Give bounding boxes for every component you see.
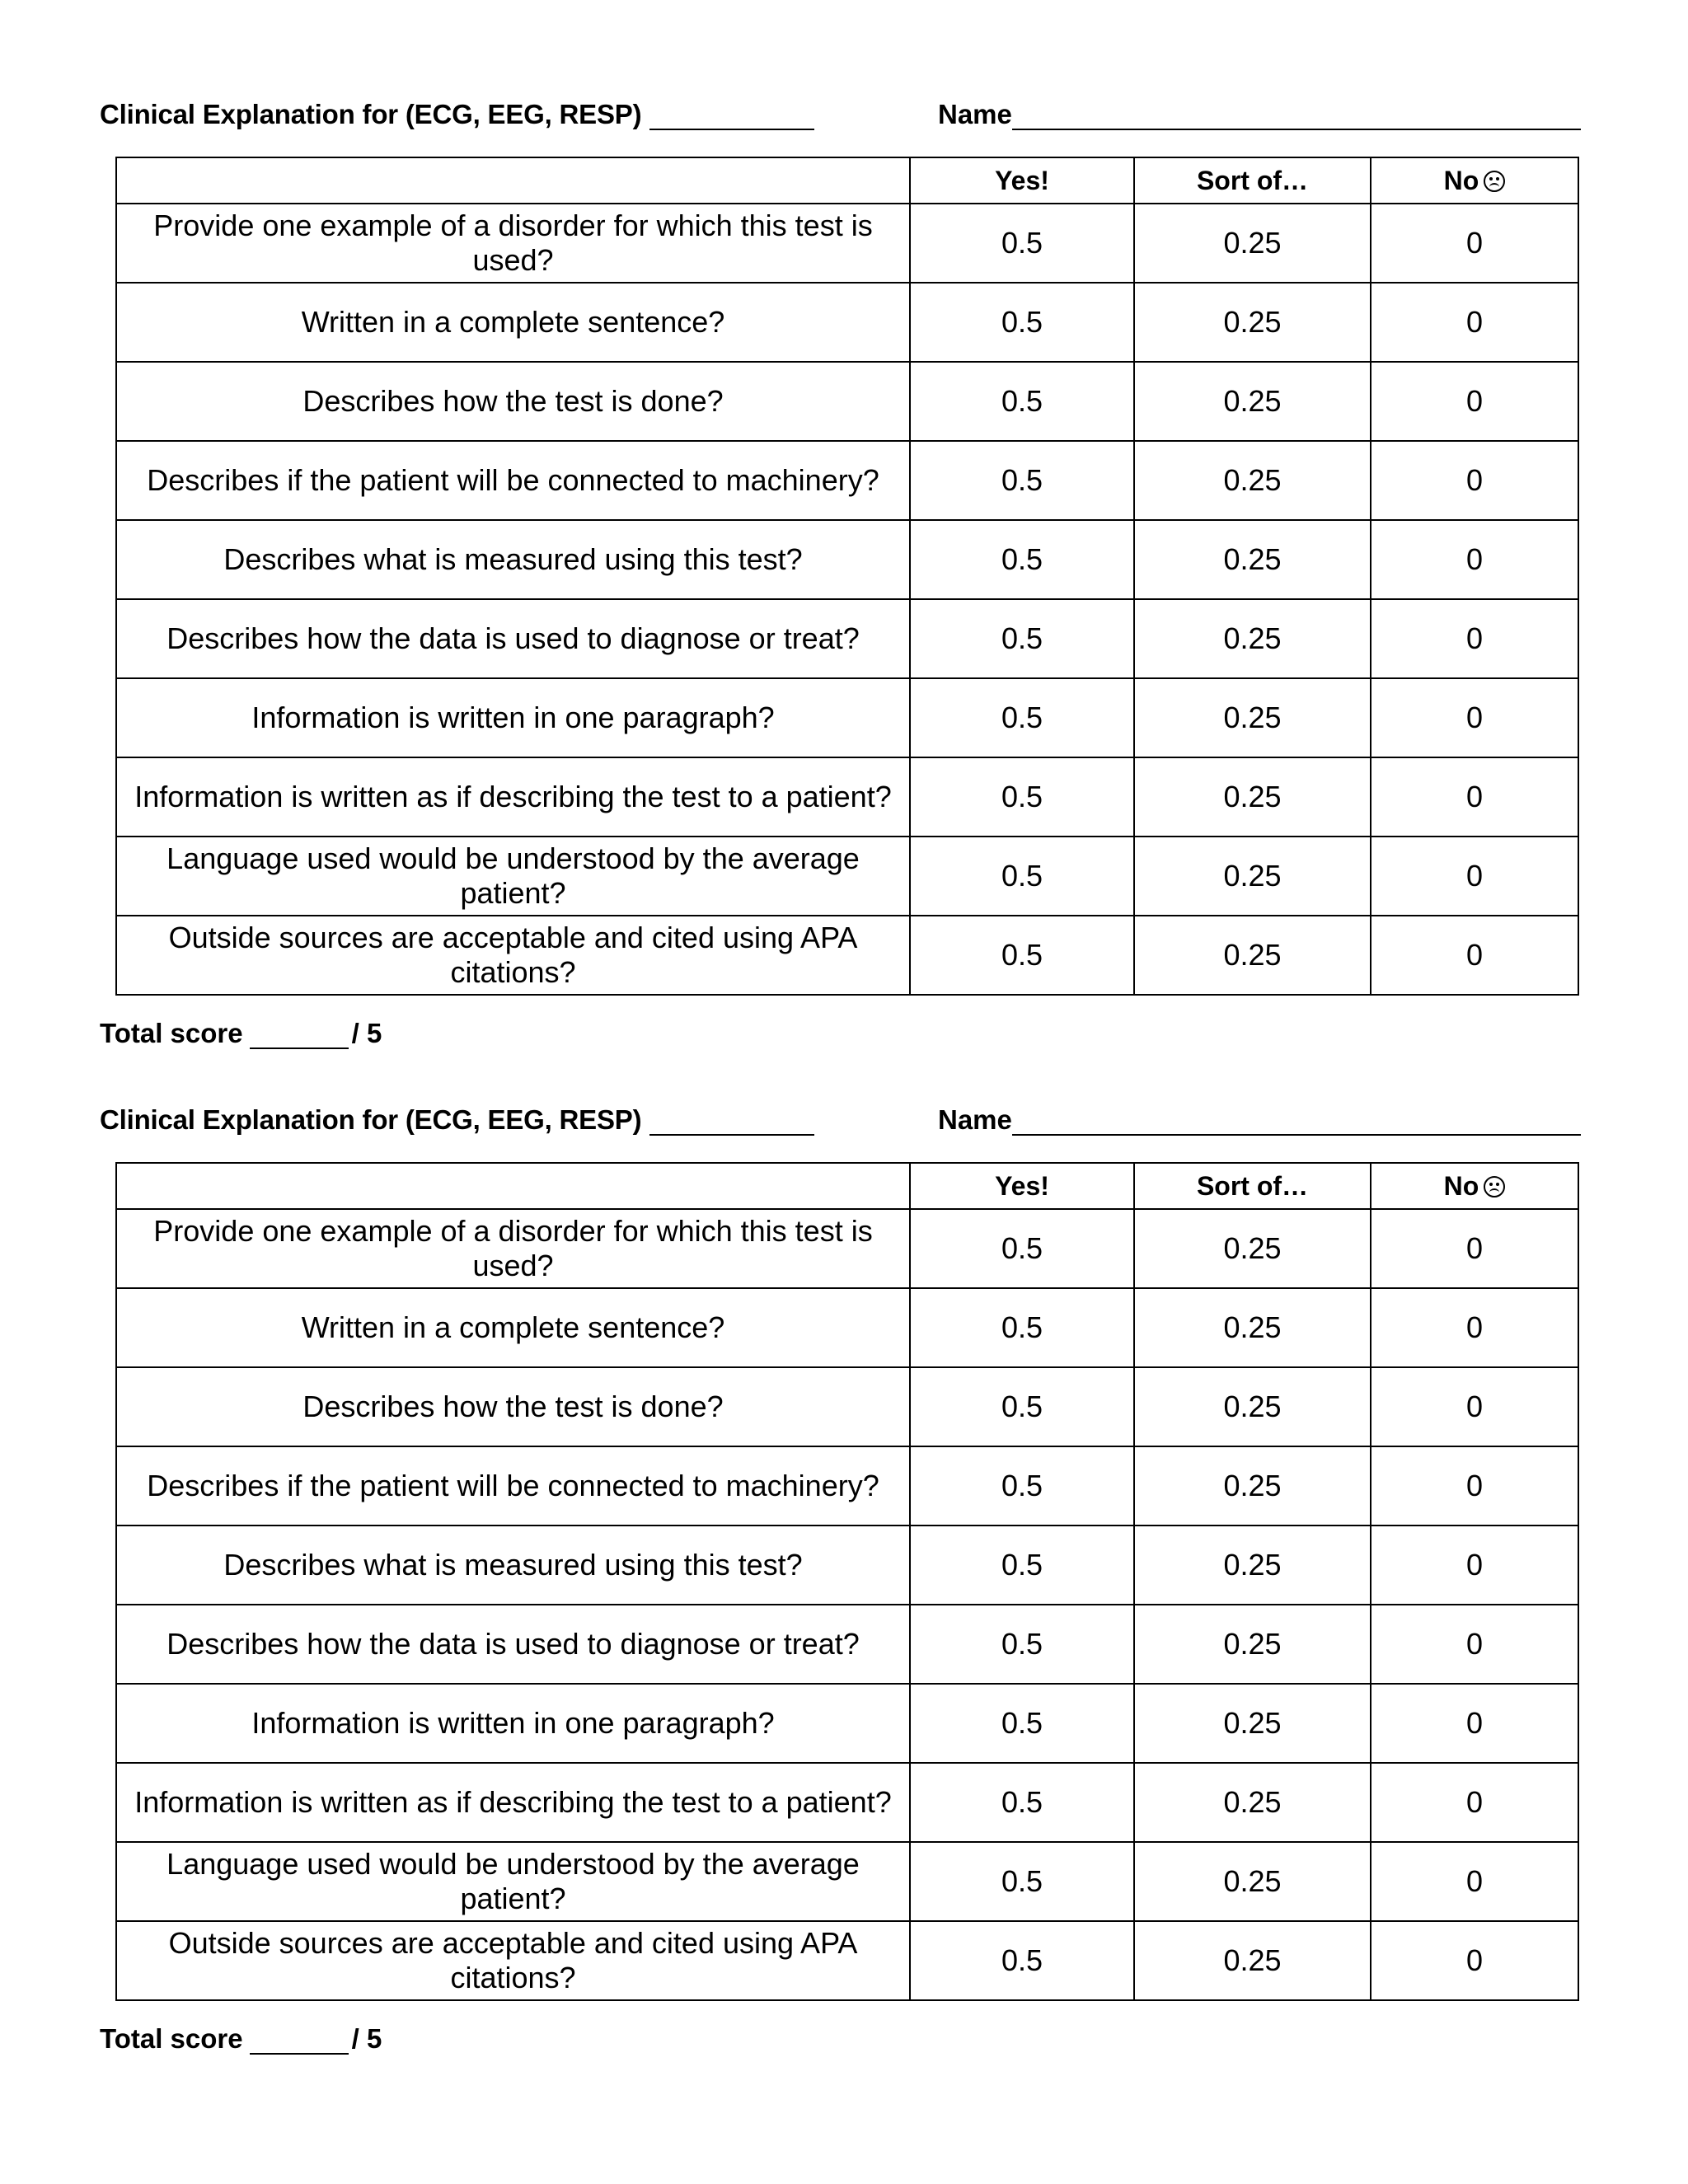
yes-score-cell: 0.5	[910, 1209, 1134, 1288]
criterion-cell: Provide one example of a disorder for which this test is used?	[116, 204, 910, 283]
yes-score-cell: 0.5	[910, 1605, 1134, 1684]
criterion-cell: Describes what is measured using this test?	[116, 520, 910, 599]
column-header-criterion	[116, 1163, 910, 1209]
criterion-cell: Information is written as if describing the test to a patient?	[116, 1763, 910, 1842]
name-blank[interactable]	[1012, 104, 1581, 130]
yes-score-cell: 0.5	[910, 1842, 1134, 1921]
sort-of-score-cell: 0.25	[1134, 1367, 1371, 1446]
column-header-no-label: No	[1443, 1170, 1479, 1201]
criterion-cell: Describes if the patient will be connected to machinery?	[116, 441, 910, 520]
sort-of-score-cell: 0.25	[1134, 1209, 1371, 1288]
sort-of-score-cell: 0.25	[1134, 1684, 1371, 1763]
column-header-no	[1371, 157, 1578, 204]
table-row	[116, 1763, 1578, 1842]
sort-of-score-cell: 0.25	[1134, 916, 1371, 995]
table-row	[116, 1526, 1578, 1605]
test-type-blank[interactable]	[649, 104, 814, 130]
table-row	[116, 757, 1578, 837]
total-score-label: Total score	[100, 2023, 243, 2054]
yes-score-cell: 0.5	[910, 362, 1134, 441]
no-score-cell: 0	[1371, 283, 1578, 362]
table-row	[116, 1605, 1578, 1684]
sort-of-score-cell: 0.25	[1134, 204, 1371, 283]
no-score-cell: 0	[1371, 757, 1578, 837]
table-row	[116, 599, 1578, 678]
criterion-cell: Describes how the data is used to diagnose or treat?	[116, 599, 910, 678]
column-header-no-label: No	[1443, 165, 1479, 195]
column-header-sort-of: Sort of…	[1134, 157, 1371, 204]
table-header-row	[116, 1163, 1578, 1209]
name-field	[938, 99, 1581, 130]
criterion-cell: Describes how the test is done?	[116, 362, 910, 441]
name-label: Name	[938, 1104, 1012, 1135]
sort-of-score-cell: 0.25	[1134, 362, 1371, 441]
no-score-cell: 0	[1371, 916, 1578, 995]
no-score-cell: 0	[1371, 1367, 1578, 1446]
table-row	[116, 1288, 1578, 1367]
sort-of-score-cell: 0.25	[1134, 441, 1371, 520]
no-score-cell: 0	[1371, 599, 1578, 678]
total-score-blank[interactable]	[250, 2028, 349, 2055]
criterion-cell: Language used would be understood by the average patient?	[116, 837, 910, 916]
table-row	[116, 204, 1578, 283]
name-blank[interactable]	[1012, 1109, 1581, 1136]
column-header-sort-of: Sort of…	[1134, 1163, 1371, 1209]
table-row	[116, 1684, 1578, 1763]
sort-of-score-cell: 0.25	[1134, 1921, 1371, 2000]
column-header-yes: Yes!	[910, 157, 1134, 204]
no-score-cell: 0	[1371, 204, 1578, 283]
sort-of-score-cell: 0.25	[1134, 283, 1371, 362]
no-score-cell: 0	[1371, 1684, 1578, 1763]
frown-icon	[1484, 171, 1505, 192]
rubric-title	[100, 1104, 814, 1136]
yes-score-cell: 0.5	[910, 757, 1134, 837]
sort-of-score-cell: 0.25	[1134, 1446, 1371, 1526]
rubric-table	[115, 1162, 1579, 2001]
yes-score-cell: 0.5	[910, 1288, 1134, 1367]
no-score-cell: 0	[1371, 1763, 1578, 1842]
rubric-header	[0, 91, 1688, 140]
name-field	[938, 1104, 1581, 1136]
criterion-cell: Outside sources are acceptable and cited using APA citations?	[116, 916, 910, 995]
criterion-cell: Information is written in one paragraph?	[116, 1684, 910, 1763]
sort-of-score-cell: 0.25	[1134, 1526, 1371, 1605]
no-score-cell: 0	[1371, 1605, 1578, 1684]
yes-score-cell: 0.5	[910, 1446, 1134, 1526]
yes-score-cell: 0.5	[910, 441, 1134, 520]
rubric-header	[0, 1096, 1688, 1146]
no-score-cell: 0	[1371, 678, 1578, 757]
no-score-cell: 0	[1371, 1446, 1578, 1526]
sort-of-score-cell: 0.25	[1134, 599, 1371, 678]
total-score-blank[interactable]	[250, 1023, 349, 1049]
criterion-cell: Information is written in one paragraph?	[116, 678, 910, 757]
no-score-cell: 0	[1371, 837, 1578, 916]
yes-score-cell: 0.5	[910, 204, 1134, 283]
table-row	[116, 441, 1578, 520]
yes-score-cell: 0.5	[910, 1921, 1134, 2000]
total-score-max: / 5	[351, 2023, 382, 2054]
criterion-cell: Outside sources are acceptable and cited using APA citations?	[116, 1921, 910, 2000]
sort-of-score-cell: 0.25	[1134, 1842, 1371, 1921]
sort-of-score-cell: 0.25	[1134, 1763, 1371, 1842]
no-score-cell: 0	[1371, 1842, 1578, 1921]
no-score-cell: 0	[1371, 520, 1578, 599]
table-row	[116, 837, 1578, 916]
criterion-cell: Information is written as if describing the test to a patient?	[116, 757, 910, 837]
yes-score-cell: 0.5	[910, 1763, 1134, 1842]
yes-score-cell: 0.5	[910, 599, 1134, 678]
criterion-cell: Language used would be understood by the average patient?	[116, 1842, 910, 1921]
table-header-row	[116, 157, 1578, 204]
frown-icon	[1484, 1176, 1505, 1197]
rubric-title	[100, 99, 814, 130]
sort-of-score-cell: 0.25	[1134, 1605, 1371, 1684]
criterion-cell: Provide one example of a disorder for which this test is used?	[116, 1209, 910, 1288]
criterion-cell: Describes if the patient will be connected to machinery?	[116, 1446, 910, 1526]
rubric-section	[0, 91, 1688, 1048]
column-header-no	[1371, 1163, 1578, 1209]
no-score-cell: 0	[1371, 1921, 1578, 2000]
table-row	[116, 1209, 1578, 1288]
rubric-table	[115, 157, 1579, 996]
criterion-cell: Describes how the test is done?	[116, 1367, 910, 1446]
yes-score-cell: 0.5	[910, 678, 1134, 757]
no-score-cell: 0	[1371, 1526, 1578, 1605]
table-row	[116, 916, 1578, 995]
yes-score-cell: 0.5	[910, 1526, 1134, 1605]
table-row	[116, 362, 1578, 441]
table-row	[116, 1367, 1578, 1446]
table-row	[116, 1842, 1578, 1921]
table-row	[116, 678, 1578, 757]
total-score	[100, 2023, 382, 2055]
yes-score-cell: 0.5	[910, 837, 1134, 916]
criterion-cell: Describes what is measured using this test?	[116, 1526, 910, 1605]
rubric-section	[0, 1096, 1688, 2054]
sort-of-score-cell: 0.25	[1134, 1288, 1371, 1367]
no-score-cell: 0	[1371, 1209, 1578, 1288]
criterion-cell: Written in a complete sentence?	[116, 283, 910, 362]
yes-score-cell: 0.5	[910, 916, 1134, 995]
criterion-cell: Written in a complete sentence?	[116, 1288, 910, 1367]
table-row	[116, 520, 1578, 599]
table-row	[116, 1921, 1578, 2000]
sort-of-score-cell: 0.25	[1134, 520, 1371, 599]
rubric-title-text: Clinical Explanation for (ECG, EEG, RESP)	[100, 99, 642, 129]
no-score-cell: 0	[1371, 1288, 1578, 1367]
no-score-cell: 0	[1371, 362, 1578, 441]
total-score	[100, 1018, 382, 1049]
yes-score-cell: 0.5	[910, 1367, 1134, 1446]
column-header-criterion	[116, 157, 910, 204]
table-row	[116, 283, 1578, 362]
sort-of-score-cell: 0.25	[1134, 837, 1371, 916]
no-score-cell: 0	[1371, 441, 1578, 520]
sort-of-score-cell: 0.25	[1134, 757, 1371, 837]
yes-score-cell: 0.5	[910, 283, 1134, 362]
column-header-yes: Yes!	[910, 1163, 1134, 1209]
total-score-label: Total score	[100, 1018, 243, 1048]
criterion-cell: Describes how the data is used to diagnose or treat?	[116, 1605, 910, 1684]
yes-score-cell: 0.5	[910, 1684, 1134, 1763]
test-type-blank[interactable]	[649, 1109, 814, 1136]
name-label: Name	[938, 99, 1012, 129]
total-score-max: / 5	[351, 1018, 382, 1048]
sort-of-score-cell: 0.25	[1134, 678, 1371, 757]
table-row	[116, 1446, 1578, 1526]
rubric-title-text: Clinical Explanation for (ECG, EEG, RESP)	[100, 1104, 642, 1135]
yes-score-cell: 0.5	[910, 520, 1134, 599]
